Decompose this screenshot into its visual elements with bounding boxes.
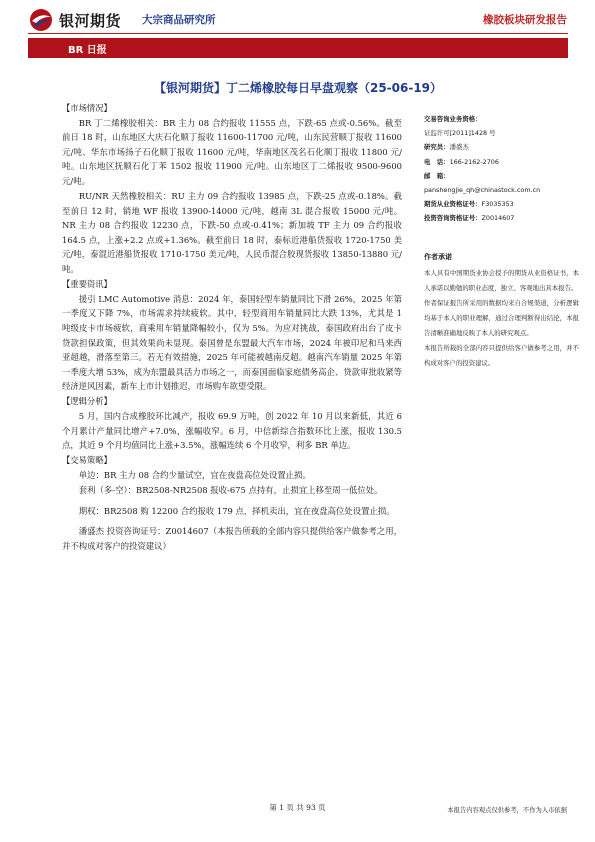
- phone-label: 电 话：: [424, 157, 450, 166]
- futures-license-label: 期货从业资格证号：: [424, 200, 482, 209]
- galaxy-logo-icon: [28, 8, 54, 32]
- email-value: panshengjie_qh@chinastock.com.cn: [424, 186, 541, 195]
- section-heading-strategy: 【交易策略】: [62, 455, 112, 466]
- footer-note: 本报告内容观点仅供参考，不作为入市依据: [447, 807, 567, 814]
- strategy-arbitrage: 套利（多-空）：BR2508-NR2508 报收-675 点持有，止损宜上移至周一低位处。: [78, 484, 383, 495]
- qualification-label: 交易咨询业务资格：: [424, 115, 482, 123]
- strategy-single: 单边：BR 主力 08 合约少量试空，宜在夜盘高位处设置止损。: [78, 469, 311, 480]
- email-label: 邮 箱：: [424, 171, 450, 180]
- page-header: [0, 0, 595, 38]
- page-title: 【银河期货】丁二烯橡胶每日早盘观察（25-06-19）: [153, 81, 443, 95]
- pledge-paragraph-2: 作者保证报告所采用的数据均来自合规渠道，分析逻辑均基于本人的职业理解，通过合理判断得出结论，本报告清晰准确地反映了本人的研究观点。: [424, 298, 579, 337]
- section-heading-logic: 【逻辑分析】: [62, 396, 112, 407]
- futures-license-value: F3035353: [481, 200, 514, 209]
- institute-name: 大宗商品研究所: [142, 14, 216, 26]
- qualification-value: 证监许可[2011]1428 号: [424, 129, 496, 138]
- company-logo: [28, 8, 121, 32]
- analyst-name: 潘盛杰: [449, 143, 469, 152]
- header-divider: [28, 33, 568, 34]
- strategy-option: 期权：BR2508 购 12200 合约报收 179 点，择机卖出，宜在夜盘高位处设置止损。: [78, 505, 395, 516]
- invest-license-label: 投资咨询资格证号：: [424, 214, 482, 223]
- analyst-label: 研究员：: [424, 143, 450, 152]
- invest-license-value: Z0014607: [481, 214, 515, 223]
- section-heading-market: 【市场情况】: [62, 103, 112, 113]
- logic-paragraph: 5 月，国内合成橡胶环比减产，报收 69.9 万吨，创 2022 年 10 月以来新低，其近 6 个月累计产量同比增产+7.0%，涨幅收窄。6 月，中信新综合指数环比上涨，报收 130.5 点，其近 9 个月均值同比上涨+3.5%，涨幅连续 6 个月收窄，利多 BR 单边。: [62, 410, 402, 451]
- futures-license-row: [424, 197, 579, 211]
- section-heading-news: 【重要资讯】: [62, 279, 112, 290]
- main-content: [62, 101, 402, 554]
- pledge-heading: 作者承诺: [424, 252, 452, 261]
- pledge-paragraph-1: 本人具有中国期货业协会授予的期货从业资格证书，本人承诺以勤勉的职业态度，独立、客观地出具本报告。: [424, 268, 579, 292]
- report-banner: [28, 38, 568, 58]
- phone-row: [424, 155, 579, 169]
- sidebar: [424, 112, 579, 371]
- banner-label: BR 日报: [68, 45, 107, 56]
- news-paragraph: 援引 LMC Automotive 消息：2024 年，泰国轻型车销量同比下滑 26%，2025 年第一季度又下降 7%，市场需求持续疲软。其中，轻型商用车销量同比大跌 13%，尤其是 1 吨级皮卡市场疲软，商乘用车销量降幅较小，仅为 5%。为应对挑战，泰国政府出台了皮卡贷款担保政策，但其效果尚未显现。泰国曾是东盟最大汽车市场，2024 年被印尼和马来西亚超越，滑落至第三。若无有效措施，2025 年可能被越南反超。越南汽车销量 2025 年第一季度大增 53%，成为东盟最具活力市场之一，而泰国面临家庭债务高企、贷款审批收紧等经济逆风因素，新车上市计划推迟，市场购车欲望受限。: [62, 293, 402, 392]
- report-type: 橡胶板块研发报告: [483, 14, 567, 26]
- market-paragraph-ru-nr: RU/NR 天然橡胶相关：RU 主力 09 合约报收 13985 点，下跌-25 点或-0.18%。截至前日 12 时，销地 WF 报收 13900-14000 元/吨，越南 3L 混合报收 15000 元/吨。NR 主力 08 合约报收 12230 点，下跌-50 点或-0.41%；新加坡 TF 主力 09 合约报收 164.5 点，上涨+2.2 点或+1.36%。截至前日 18 时，泰标近港船货报收 1720-1750 美元/吨，泰混近港船货报收 1710-1750 美元/吨，人民币混合胶现货报收 13850-13880 元/吨。: [62, 191, 402, 275]
- analyst-disclaimer: 潘盛杰 投资咨询证号：Z0014607（本报告所载的全部内容只提供给客户做参考之用，并不构成对客户的投资建议）: [62, 526, 402, 551]
- logo-name: 银河期货: [59, 11, 122, 30]
- phone-value: 166-2162-2706: [449, 157, 499, 166]
- page-number: 第 1 页 共 93 页: [269, 803, 326, 812]
- pledge-paragraph-3: 本报告所载的全部内容只提供给客户做参考之用，并不构成对客户的投资建议。: [424, 343, 579, 367]
- market-paragraph-br: BR 丁二烯橡胶相关：BR 主力 08 合约报收 11555 点，下跌-65 点或-0.56%。截至前日 18 时，山东地区大庆石化顺丁报收 11600-11700 元/吨，山东民营顺丁报收 11600 元/吨、华东市场扬子石化顺丁报收 11600 元/吨，华南地区茂名石化顺丁报收 11800 元/吨。山东地区抚顺石化丁苯 1502 报收 11900 元/吨。山东地区丁二烯报收 9500-9600 元/吨。: [62, 117, 402, 186]
- invest-license-row: [424, 211, 579, 225]
- analyst-row: [424, 140, 579, 154]
